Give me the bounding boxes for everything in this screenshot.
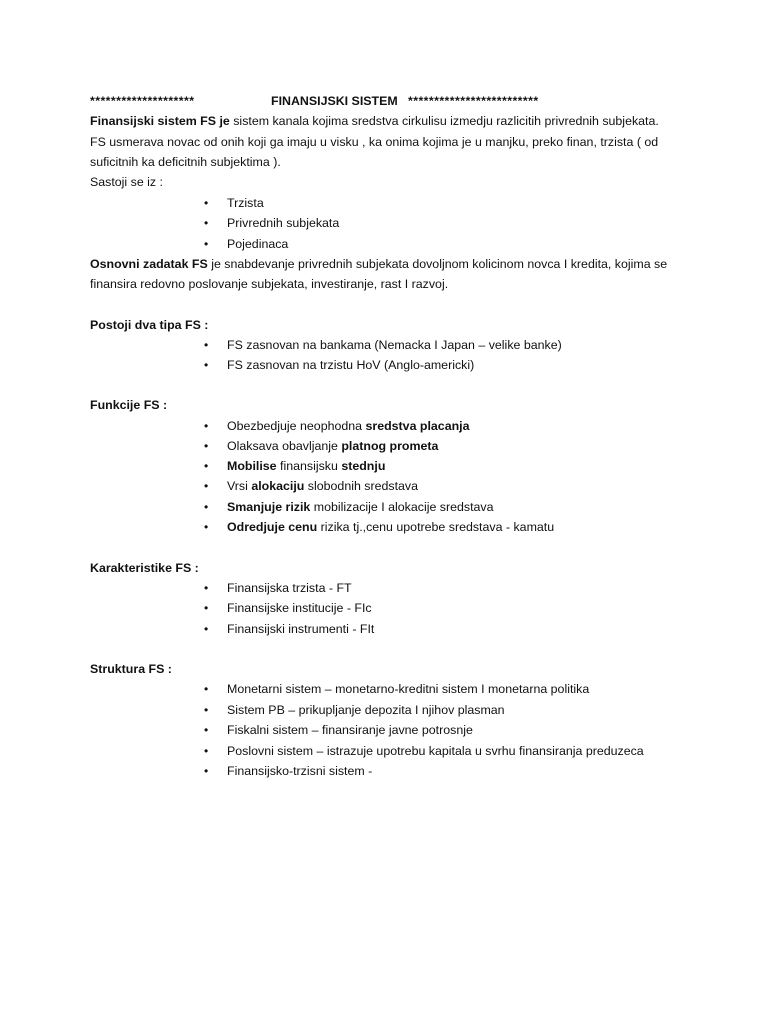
item-text: Vrsi xyxy=(227,479,252,493)
item-text: finansijsku xyxy=(276,459,342,473)
main-task-term: Osnovni zadatak FS xyxy=(90,257,208,271)
item-emphasis: Odredjuje cenu xyxy=(227,520,318,534)
bullet: • xyxy=(204,500,209,514)
list-item: FS zasnovan na trzistu HoV (Anglo-americki) xyxy=(227,358,475,372)
document-title: FINANSIJSKI SISTEM xyxy=(271,94,398,108)
list-item: Pojedinaca xyxy=(227,237,289,251)
list-item: Monetarni sistem – monetarno-kreditni sistem I monetarna politika xyxy=(227,682,590,696)
item-text: rizika tj.,cenu upotrebe sredstava - kamatu xyxy=(317,520,555,534)
bullet: • xyxy=(204,723,209,737)
main-task-text: je snabdevanje privrednih subjekata dovoljnom kolicinom novca I kredita, kojima se xyxy=(207,257,668,271)
bullet: • xyxy=(204,216,209,230)
list-item: Finansijska trzista - FT xyxy=(227,581,352,595)
item-emphasis: alokaciju xyxy=(251,479,305,493)
list-item xyxy=(227,418,470,434)
bullet: • xyxy=(204,581,209,595)
item-text: Obezbedjuje neophodna xyxy=(227,419,366,433)
header-stars-left: ******************** xyxy=(90,94,195,108)
list-item: Privrednih subjekata xyxy=(227,216,340,230)
item-text: Olaksava obavljanje xyxy=(227,439,342,453)
item-text: slobodnih sredstava xyxy=(304,479,419,493)
list-item: Finansijski instrumenti - FIt xyxy=(227,622,375,636)
fs-description-line-2: suficitnih ka deficitnih subjektima ). xyxy=(90,155,281,169)
list-item xyxy=(227,438,438,454)
item-emphasis: Mobilise xyxy=(227,459,277,473)
list-item: Finansijske institucije - FIc xyxy=(227,601,372,615)
bullet: • xyxy=(204,358,209,372)
bullet: • xyxy=(204,479,209,493)
item-emphasis: stednju xyxy=(341,459,386,473)
bullet: • xyxy=(204,196,209,210)
bullet: • xyxy=(204,439,209,453)
types-heading: Postoji dva tipa FS : xyxy=(90,318,209,332)
list-item xyxy=(227,499,494,515)
list-item: Fiskalni sistem – finansiranje javne potrosnje xyxy=(227,723,473,737)
item-emphasis: sredstva placanja xyxy=(365,419,470,433)
list-item: Poslovni sistem – istrazuje upotrebu kapitala u svrhu finansiranja preduzeca xyxy=(227,744,644,758)
consists-label: Sastoji se iz : xyxy=(90,175,163,189)
bullet: • xyxy=(204,622,209,636)
list-item xyxy=(227,519,554,535)
list-item: Finansijsko-trzisni sistem - xyxy=(227,764,373,778)
item-emphasis: platnog prometa xyxy=(341,439,439,453)
list-item xyxy=(227,478,418,494)
bullet: • xyxy=(204,601,209,615)
main-task-paragraph xyxy=(90,256,667,272)
definition-paragraph xyxy=(90,113,659,129)
bullet: • xyxy=(204,703,209,717)
definition-term: Finansijski sistem FS je xyxy=(90,114,230,128)
characteristics-heading: Karakteristike FS : xyxy=(90,561,199,575)
list-item: Sistem PB – prikupljanje depozita I njihov plasman xyxy=(227,703,505,717)
item-emphasis: Smanjuje rizik xyxy=(227,500,311,514)
bullet: • xyxy=(204,419,209,433)
list-item: FS zasnovan na bankama (Nemacka I Japan – velike banke) xyxy=(227,338,562,352)
list-item xyxy=(227,458,385,474)
definition-text: sistem kanala kojima sredstva cirkulisu izmedju razlicitih privrednih subjekata. xyxy=(229,114,659,128)
list-item: Trzista xyxy=(227,196,264,210)
item-text: mobilizacije I alokacije sredstava xyxy=(310,500,494,514)
bullet: • xyxy=(204,744,209,758)
bullet: • xyxy=(204,338,209,352)
header-stars-right: ************************* xyxy=(408,94,539,108)
functions-heading: Funkcije FS : xyxy=(90,398,168,412)
structure-heading: Struktura FS : xyxy=(90,662,172,676)
bullet: • xyxy=(204,459,209,473)
bullet: • xyxy=(204,682,209,696)
fs-description-line-1: FS usmerava novac od onih koji ga imaju u visku , ka onima kojima je u manjku, preko finan, trzista ( od xyxy=(90,135,659,149)
main-task-line-2: finansira redovno poslovanje subjekata, investiranje, rast I razvoj. xyxy=(90,277,449,291)
bullet: • xyxy=(204,237,209,251)
bullet: • xyxy=(204,520,209,534)
bullet: • xyxy=(204,764,209,778)
